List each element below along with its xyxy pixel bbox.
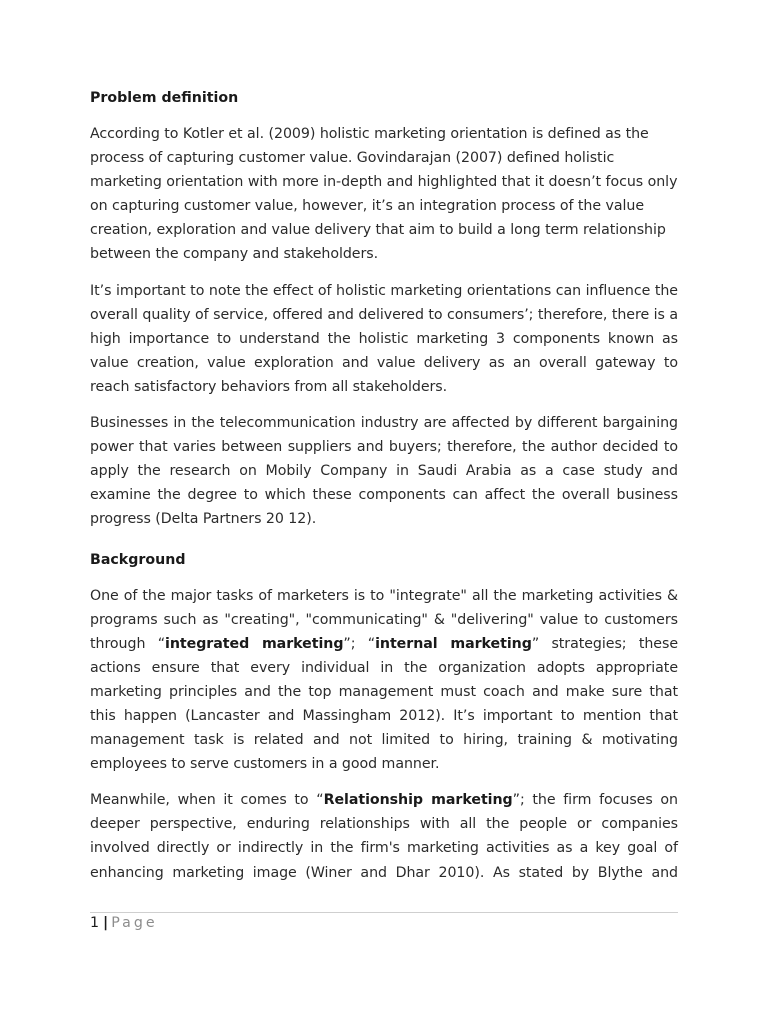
p4-text-c: ”; “ <box>343 635 376 652</box>
paragraph-3: Businesses in the telecommunication industry are affected by different bargaining power that varies between suppliers and buyers; therefore, the author decided to apply the research on Mobily Company in Saudi Arabia as a case study and examine the degree to which these components can affect the overall business progress (Delta Partners 20 12). <box>90 415 678 528</box>
paragraph-4 <box>90 584 678 777</box>
paragraph-5 <box>90 788 678 884</box>
p4-text-a: One of the major tasks of marketers is to "integrate" all the marketing activities & programs such as "creating", "communicating" & "delivering" value to customers through “ <box>90 587 678 652</box>
heading-background: Background <box>90 551 186 568</box>
heading-problem-definition: Problem definition <box>90 90 239 106</box>
paragraph-2: It’s important to note the effect of holistic marketing orientations can influence the overall quality of service, offered and delivered to consumers’; therefore, there is a high importance to understand the holistic marketing 3 components known as value creation, value exploration and value delivery as an overall gateway to reach satisfactory behaviors from all stakeholders. <box>90 282 678 395</box>
footer-divider <box>90 912 678 913</box>
p5-text-c: ”; the firm focuses on deeper perspective, enduring relationships with all the people or companies involved directly or indirectly in the firm's marketing activities as a key goal of enhancing marketing image (Winer and Dhar 2010). As stated by Blythe and <box>90 792 678 881</box>
page-label: Page <box>111 915 158 931</box>
p4-bold-integrated-marketing: integrated marketing <box>165 635 344 652</box>
p4-text-d: ” strategies; these actions ensure that every individual in the organization adopts appropriate marketing principles and the top management must coach and make sure that this happen (Lancaster and Massingham 2012). It’s important to mention that management task is related and not limited to hiring, training & motivating employees to serve customers in a good manner. <box>90 635 679 773</box>
p5-bold-relationship-marketing: Relationship marketing <box>323 792 513 809</box>
page-footer <box>90 913 158 933</box>
footer-separator: | <box>103 915 109 931</box>
page-number: 1 <box>90 915 100 931</box>
paragraph-1: According to Kotler et al. (2009) holistic marketing orientation is defined as the process of capturing customer value. Govindarajan (2007) defined holistic marketing orientation with more in-depth and highlighted that it doesn’t focus only on capturing customer value, however, it’s an integration process of the value creation, exploration and value delivery that aim to build a long term relationship between the company and stakeholders. <box>90 126 678 263</box>
p5-text-a: Meanwhile, when it comes to “ <box>90 792 324 809</box>
document-body <box>90 88 678 897</box>
p4-bold-internal-marketing: internal marketing <box>375 635 532 652</box>
